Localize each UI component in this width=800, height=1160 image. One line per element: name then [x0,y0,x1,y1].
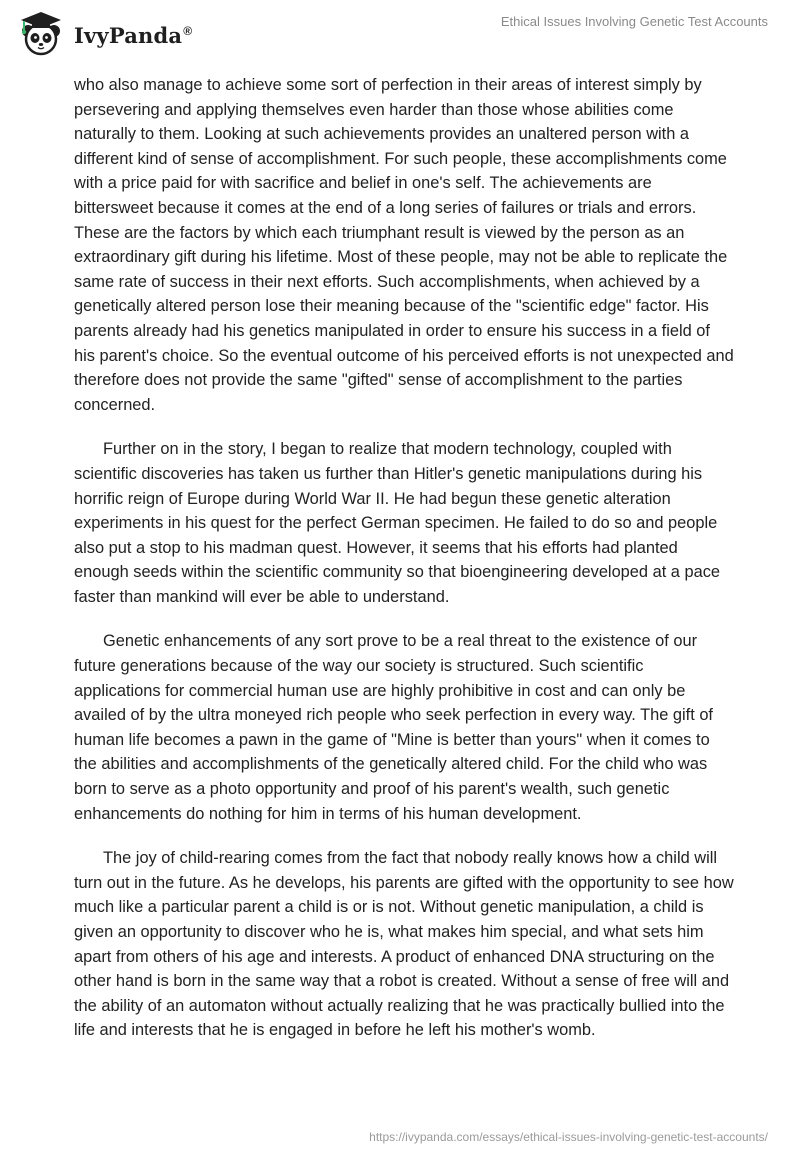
paragraph-4: The joy of child-rearing comes from the fact that nobody really knows how a child will turn out in the future. As he develops, his parents are gifted with the opportunity to see how much like a particular parent a child is or is not. Without genetic manipulation, a child is given an opportunity to discover who he is, what makes him special, and what sets him apart from others of his age and interests. A product of enhanced DNA structuring on the other hand is born in the same way that a robot is created. Without a sense of free will and the ability of an automaton without actually realizing that he was practically bullied into the life and interests that he is engaged in before he left his mother's womb. [74,849,734,1040]
paragraph-3: Genetic enhancements of any sort prove to be a real threat to the existence of our future generations because of the way our society is structured. Such scientific applications for commercial human use are highly prohibitive in cost and can only be availed of by the ultra moneyed rich people who seek perfection in every way. The gift of human life becomes a pawn in the game of "Mine is better than yours" when it comes to the abilities and accomplishments of the genetically altered child. For the child who was born to serve as a photo opportunity and proof of his parent's wealth, such genetic enhancements do nothing for him in terms of his human development. [74,632,713,823]
document-title: Ethical Issues Involving Genetic Test Accounts [500,14,768,29]
ivypanda-logo[interactable] [16,9,192,57]
paragraph-1: who also manage to achieve some sort of perfection in their areas of interest simply by persevering and applying themselves even harder than those whose abilities come naturally to them. Looking at such achievements provides an unaltered person with a different kind of sense of accomplishment. For such people, these accomplishments come with a price paid for with sacrifice and belief in one's self. The achievements are bittersweet because it comes at the end of a long series of failures or trials and errors. These are the factors by which each triumphant result is viewed by the person as an extraordinary gift during his lifetime. Most of these people, may not be able to replicate the same rate of success in their next efforts. Such accomplishments, when achieved by a genetically altered person lose their meaning because of the "scientific edge" factor. His parents already had his genetics manipulated in order to ensure his success in a field of his parent's choice. So the eventual outcome of his perceived efforts is not unexpected and therefore does not provide the same "gifted" sense of accomplishment to the parties concerned. [74,76,734,414]
page-header [0,0,800,70]
source-url[interactable]: https://ivypanda.com/essays/ethical-issues-involving-genetic-test-accounts/ [369,1130,768,1144]
brand-name: IvyPanda® [74,22,193,48]
panda-graduate-icon [16,9,66,57]
registered-mark: ® [183,23,193,38]
essay-body [74,73,734,1063]
paragraph-2: Further on in the story, I began to realize that modern technology, coupled with scientific discoveries has taken us further than Hitler's genetic manipulations during his horrific reign of Europe during World War II. He had begun these genetic alteration experiments in his quest for the perfect German specimen. He failed to do so and people also put a stop to his madman quest. However, it seems that his efforts had planted enough seeds within the scientific community so that bioengineering developed at a pace faster than mankind will ever be able to understand. [74,440,721,606]
